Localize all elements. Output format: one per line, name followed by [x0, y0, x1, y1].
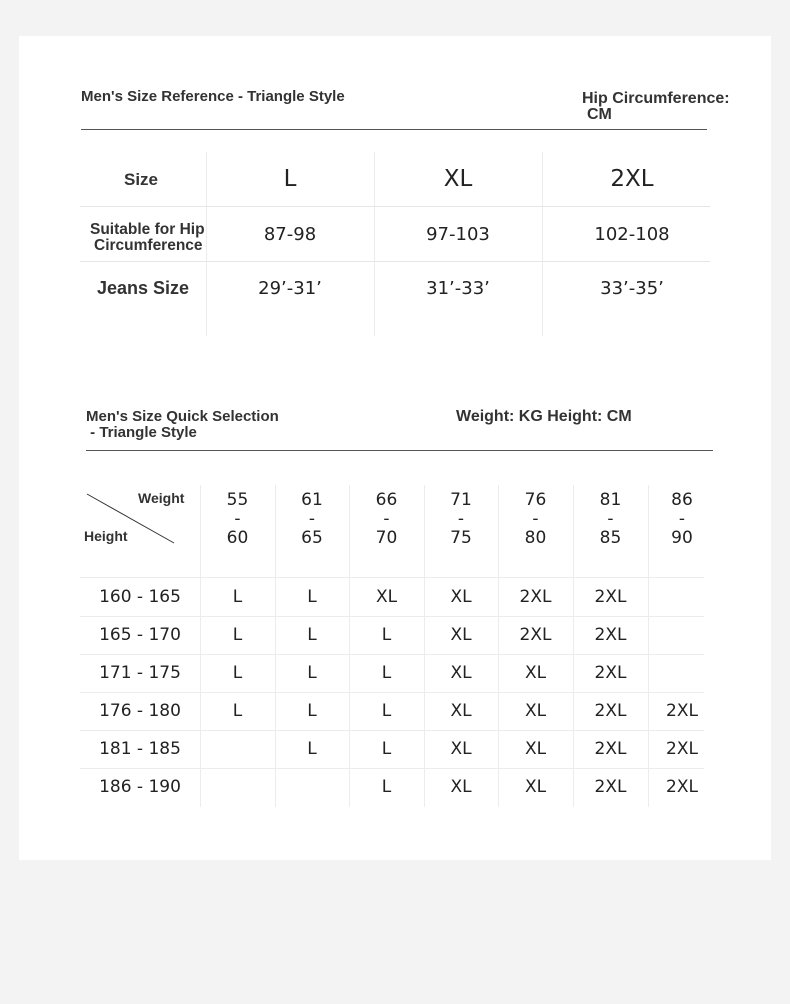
size-cell: L [232, 663, 243, 683]
height-row-label: 176 - 180 [99, 701, 181, 721]
size-cell: XL [375, 587, 398, 607]
size-cell: 2XL [594, 587, 627, 607]
section2-title [86, 409, 279, 441]
jeans-value-xl: 31’-33’ [426, 278, 490, 299]
hip-value-l: 87-98 [263, 224, 317, 245]
size-col-2xl: 2XL [610, 166, 654, 192]
section2-divider [86, 450, 713, 451]
size-cell: L [232, 625, 243, 645]
size-cell: L [232, 587, 243, 607]
size-cell: L [307, 587, 317, 607]
size-cell: 2XL [594, 777, 627, 797]
size-cell: XL [524, 701, 547, 721]
size-cell: 2XL [594, 625, 627, 645]
size-cell: XL [450, 777, 472, 797]
hip-value-2xl: 102-108 [594, 224, 670, 245]
size-cell: XL [524, 777, 547, 797]
size-col-xl: XL [443, 166, 473, 192]
quick-selection-table [80, 485, 704, 807]
size-cell: L [381, 739, 392, 759]
size-cell: L [381, 701, 392, 721]
size-cell: L [381, 663, 392, 683]
size-cell: L [381, 625, 392, 645]
corner-weight-label: Weight [138, 490, 185, 506]
weight-col-1: 55 - 60 [226, 490, 249, 548]
jeans-value-2xl: 33’-35’ [600, 278, 664, 299]
size-cell: 2XL [666, 777, 698, 797]
section2-title-line1: Men's Size Quick Selection [86, 408, 279, 425]
row-divider [80, 206, 710, 207]
size-cell: 2XL [594, 701, 627, 721]
size-cell: 2XL [594, 739, 627, 759]
weight-col-5: 76 - 80 [524, 490, 547, 548]
size-cell: L [381, 777, 392, 797]
row-divider [80, 261, 710, 262]
section1-unit-line2: CM [587, 106, 612, 123]
size-cell: L [307, 625, 317, 645]
size-reference-table [80, 152, 710, 336]
section1-title: Men's Size Reference - Triangle Style [81, 88, 345, 105]
weight-col-6: 81 - 85 [599, 490, 622, 548]
section2-title-line2: - Triangle Style [86, 424, 197, 441]
size-cell: L [307, 739, 317, 759]
size-cell: L [307, 663, 317, 683]
hip-row-label-line1: Suitable for Hip [90, 221, 205, 238]
height-row-label: 165 - 170 [99, 625, 181, 645]
height-row-label: 160 - 165 [99, 587, 181, 607]
size-cell: XL [450, 587, 472, 607]
row-divider [80, 768, 704, 769]
size-cell: XL [450, 625, 472, 645]
jeans-row-label: Jeans Size [96, 278, 190, 298]
row-divider [80, 577, 704, 578]
row-divider [80, 730, 704, 731]
size-cell: XL [450, 663, 472, 683]
height-row-label: 181 - 185 [99, 739, 181, 759]
size-cell: XL [450, 701, 472, 721]
weight-col-4: 71 - 75 [450, 490, 472, 548]
section2-unit: Weight: KG Height: CM [456, 408, 632, 425]
size-cell: XL [524, 663, 547, 683]
row-divider [80, 692, 704, 693]
size-cell: 2XL [519, 587, 552, 607]
size-cell: 2XL [666, 739, 698, 759]
size-col-l: L [283, 166, 297, 192]
height-row-label: 171 - 175 [99, 663, 181, 683]
section1-unit-line1: Hip Circumference: [582, 90, 730, 107]
weight-col-2: 61 - 65 [301, 490, 323, 548]
height-row-label: 186 - 190 [99, 777, 181, 797]
size-cell: 2XL [666, 701, 698, 721]
size-cell: XL [524, 739, 547, 759]
weight-col-3: 66 - 70 [375, 490, 398, 548]
size-cell: 2XL [594, 663, 627, 683]
size-cell: 2XL [519, 625, 552, 645]
size-cell: L [307, 701, 317, 721]
corner-height-label: Height [84, 528, 128, 544]
hip-value-xl: 97-103 [426, 224, 490, 245]
section1-divider [81, 129, 707, 130]
row-divider [80, 616, 704, 617]
size-header-label: Size [123, 170, 159, 189]
size-cell: XL [450, 739, 472, 759]
corner-diagonal-line [80, 485, 200, 577]
size-cell: L [232, 701, 243, 721]
jeans-value-l: 29’-31’ [258, 278, 322, 299]
hip-row-label-line2: Circumference [94, 237, 203, 254]
row-divider [80, 654, 704, 655]
weight-col-7: 86 - 90 [671, 490, 693, 548]
